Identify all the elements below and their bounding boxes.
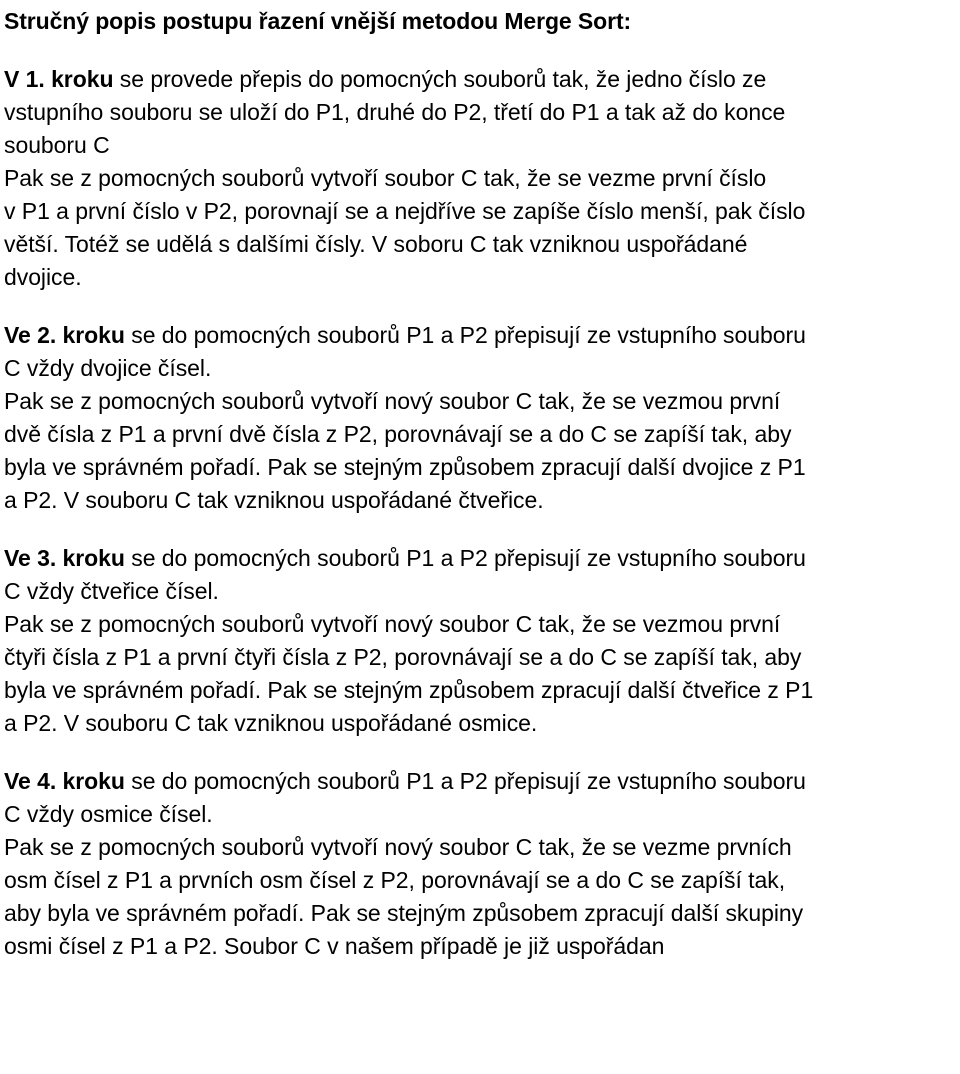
step-3-line-4: čtyři čísla z P1 a první čtyři čísla z P2, porovnávají se a do C se zapíší tak, aby bbox=[4, 644, 802, 670]
step-1-line-2: vstupního souboru se uloží do P1, druhé do P2, třetí do P1 a tak až do konce bbox=[4, 99, 786, 125]
step-4-bold-word: kroku bbox=[62, 768, 125, 794]
step-1-line-4: Pak se z pomocných souborů vytvoří soubor C tak, že se vezme první číslo bbox=[4, 165, 767, 191]
document-title: Stručný popis postupu řazení vnější metodou Merge Sort: bbox=[4, 8, 632, 34]
step-1-line-3: souboru C bbox=[4, 132, 110, 158]
step-4-line-3: Pak se z pomocných souborů vytvoří nový soubor C tak, že se vezme prvních bbox=[4, 834, 792, 860]
spacer bbox=[4, 517, 960, 542]
step-3-line-1-text: se do pomocných souborů P1 a P2 přepisují ze vstupního souboru bbox=[124, 545, 806, 571]
step-3-line-3: Pak se z pomocných souborů vytvoří nový soubor C tak, že se vezmou první bbox=[4, 611, 781, 637]
step-1-line-7: dvojice. bbox=[4, 264, 82, 290]
step-4-line-5: aby byla ve správném pořadí. Pak se stejným způsobem zpracují další skupiny bbox=[4, 900, 804, 926]
step-1-line-1-text: se provede přepis do pomocných souborů tak, že jedno číslo ze bbox=[113, 66, 767, 92]
step-3-bold-word: kroku bbox=[62, 545, 125, 571]
step-3-line-2: C vždy čtveřice čísel. bbox=[4, 578, 219, 604]
step-2-paragraph bbox=[4, 319, 960, 517]
step-3-prefix: Ve 3. bbox=[4, 545, 63, 571]
step-1-bold-word: kroku bbox=[51, 66, 114, 92]
step-2-line-4: dvě čísla z P1 a první dvě čísla z P2, porovnávají se a do C se zapíší tak, aby bbox=[4, 421, 792, 447]
step-2-line-6: a P2. V souboru C tak vzniknou uspořádané čtveřice. bbox=[4, 487, 544, 513]
step-1-paragraph bbox=[4, 63, 960, 294]
step-4-line-4: osm čísel z P1 a prvních osm čísel z P2, porovnávají se a do C se zapíší tak, bbox=[4, 867, 786, 893]
step-1-line-1 bbox=[4, 63, 960, 96]
step-4-line-1 bbox=[4, 765, 960, 798]
step-2-line-1-text: se do pomocných souborů P1 a P2 přepisují ze vstupního souboru bbox=[124, 322, 806, 348]
step-1-line-5: v P1 a první číslo v P2, porovnají se a nejdříve se zapíše číslo menší, pak číslo bbox=[4, 198, 806, 224]
step-4-line-1-text: se do pomocných souborů P1 a P2 přepisují ze vstupního souboru bbox=[124, 768, 806, 794]
step-4-line-2: C vždy osmice čísel. bbox=[4, 801, 213, 827]
step-2-prefix: Ve 2. bbox=[4, 322, 63, 348]
step-4-line-6: osmi čísel z P1 a P2. Soubor C v našem případě je již uspořádan bbox=[4, 933, 665, 959]
step-1-line-6: větší. Totéž se udělá s dalšími čísly. V soboru C tak vzniknou uspořádané bbox=[4, 231, 748, 257]
step-2-line-3: Pak se z pomocných souborů vytvoří nový soubor C tak, že se vezmou první bbox=[4, 388, 781, 414]
step-2-line-1 bbox=[4, 319, 960, 352]
step-3-line-1 bbox=[4, 542, 960, 575]
step-4-paragraph bbox=[4, 765, 960, 963]
step-2-line-5: byla ve správném pořadí. Pak se stejným způsobem zpracují další dvojice z P1 bbox=[4, 454, 806, 480]
spacer bbox=[4, 294, 960, 319]
step-3-paragraph bbox=[4, 542, 960, 740]
step-2-bold-word: kroku bbox=[62, 322, 125, 348]
step-1-prefix: V 1. bbox=[4, 66, 52, 92]
step-2-line-2: C vždy dvojice čísel. bbox=[4, 355, 212, 381]
spacer bbox=[4, 38, 960, 63]
step-4-prefix: Ve 4. bbox=[4, 768, 63, 794]
spacer bbox=[4, 740, 960, 765]
step-3-line-5: byla ve správném pořadí. Pak se stejným způsobem zpracují další čtveřice z P1 bbox=[4, 677, 814, 703]
step-3-line-6: a P2. V souboru C tak vzniknou uspořádané osmice. bbox=[4, 710, 538, 736]
